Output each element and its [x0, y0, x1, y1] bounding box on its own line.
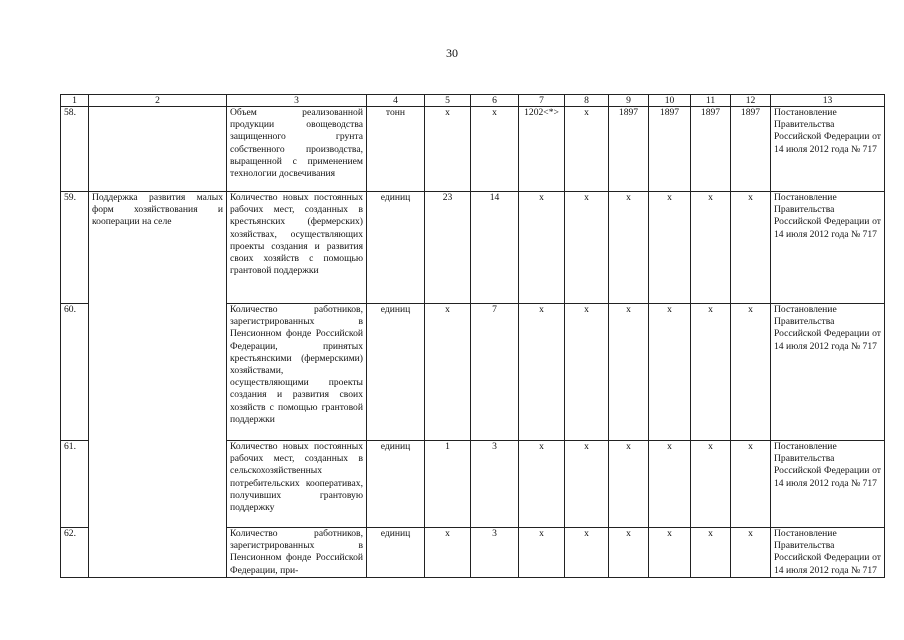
- legal-basis: Постановление Правительства Российской Федерации от 14 июля 2012 года № 717: [771, 441, 885, 528]
- value-cell: х: [731, 528, 771, 578]
- header-cell: 7: [519, 95, 565, 107]
- value-cell: 1897: [691, 107, 731, 192]
- value-cell: х: [649, 441, 691, 528]
- value-cell: 1897: [649, 107, 691, 192]
- value-cell: 1: [425, 441, 471, 528]
- header-cell: 4: [367, 95, 425, 107]
- row-number: 59.: [61, 192, 89, 304]
- value-cell: х: [565, 528, 609, 578]
- header-cell: 10: [649, 95, 691, 107]
- header-cell: 11: [691, 95, 731, 107]
- unit: тонн: [367, 107, 425, 192]
- value-cell: 7: [471, 304, 519, 441]
- program-name: [89, 107, 227, 192]
- header-cell: 1: [61, 95, 89, 107]
- value-cell: х: [609, 441, 649, 528]
- value-cell: 23: [425, 192, 471, 304]
- value-cell: х: [649, 528, 691, 578]
- value-cell: х: [731, 192, 771, 304]
- table-row: [61, 192, 885, 304]
- value-cell: х: [425, 107, 471, 192]
- indicator-name: Объем реализованной продукции овощеводства защищенного грунта собственного производства, выращенной с применением технологии досвечивания: [227, 107, 367, 192]
- value-cell: х: [565, 441, 609, 528]
- unit: единиц: [367, 528, 425, 578]
- value-cell: х: [519, 528, 565, 578]
- program-name: Поддержка развития малых форм хозяйствования и кооперации на селе: [89, 192, 227, 578]
- header-cell: 5: [425, 95, 471, 107]
- value-cell: х: [565, 192, 609, 304]
- indicator-name: Количество работников, зарегистрированных в Пенсионном фонде Российской Федерации, при-: [227, 528, 367, 578]
- header-cell: 9: [609, 95, 649, 107]
- value-cell: х: [609, 528, 649, 578]
- header-cell: 6: [471, 95, 519, 107]
- header-cell: 8: [565, 95, 609, 107]
- value-cell: х: [731, 441, 771, 528]
- value-cell: 1897: [609, 107, 649, 192]
- value-cell: 3: [471, 441, 519, 528]
- value-cell: х: [565, 304, 609, 441]
- header-cell: 13: [771, 95, 885, 107]
- value-cell: х: [691, 528, 731, 578]
- value-cell: х: [519, 304, 565, 441]
- value-cell: х: [691, 192, 731, 304]
- legal-basis: Постановление Правительства Российской Федерации от 14 июля 2012 года № 717: [771, 192, 885, 304]
- value-cell: х: [425, 304, 471, 441]
- value-cell: х: [565, 107, 609, 192]
- row-number: 62.: [61, 528, 89, 578]
- value-cell: х: [731, 304, 771, 441]
- legal-basis: Постановление Правительства Российской Федерации от 14 июля 2012 года № 717: [771, 528, 885, 578]
- row-number: 58.: [61, 107, 89, 192]
- indicators-table: [60, 94, 885, 578]
- indicator-name: Количество работников, зарегистрированных в Пенсионном фонде Российской Федерации, принятых крестьянскими (фермерскими) хозяйствами, осуществляющими проекты создания и развития своих хозяйств с помощью грантовой поддержки: [227, 304, 367, 441]
- value-cell: х: [471, 107, 519, 192]
- value-cell: х: [519, 192, 565, 304]
- unit: единиц: [367, 192, 425, 304]
- table-row: [61, 107, 885, 192]
- header-cell: 3: [227, 95, 367, 107]
- legal-basis: Постановление Правительства Российской Федерации от 14 июля 2012 года № 717: [771, 107, 885, 192]
- value-cell: х: [649, 304, 691, 441]
- value-cell: 3: [471, 528, 519, 578]
- row-number: 60.: [61, 304, 89, 441]
- header-cell: 2: [89, 95, 227, 107]
- value-cell: 1202<*>: [519, 107, 565, 192]
- value-cell: х: [649, 192, 691, 304]
- header-cell: 12: [731, 95, 771, 107]
- value-cell: х: [609, 192, 649, 304]
- value-cell: 14: [471, 192, 519, 304]
- value-cell: х: [519, 441, 565, 528]
- value-cell: х: [691, 441, 731, 528]
- row-number: 61.: [61, 441, 89, 528]
- indicator-name: Количество новых постоянных рабочих мест, созданных в крестьянских (фермерских) хозяйствах, осуществляющих проекты создания и развития своих хозяйств с помощью грантовой поддержки: [227, 192, 367, 304]
- value-cell: х: [691, 304, 731, 441]
- value-cell: х: [425, 528, 471, 578]
- header-row: [61, 95, 885, 107]
- unit: единиц: [367, 304, 425, 441]
- value-cell: х: [609, 304, 649, 441]
- legal-basis: Постановление Правительства Российской Федерации от 14 июля 2012 года № 717: [771, 304, 885, 441]
- value-cell: 1897: [731, 107, 771, 192]
- indicator-name: Количество новых постоянных рабочих мест, созданных в сельскохозяйственных потребительских кооперативах, получивших грантовую поддержку: [227, 441, 367, 528]
- unit: единиц: [367, 441, 425, 528]
- page-number: 30: [446, 46, 458, 60]
